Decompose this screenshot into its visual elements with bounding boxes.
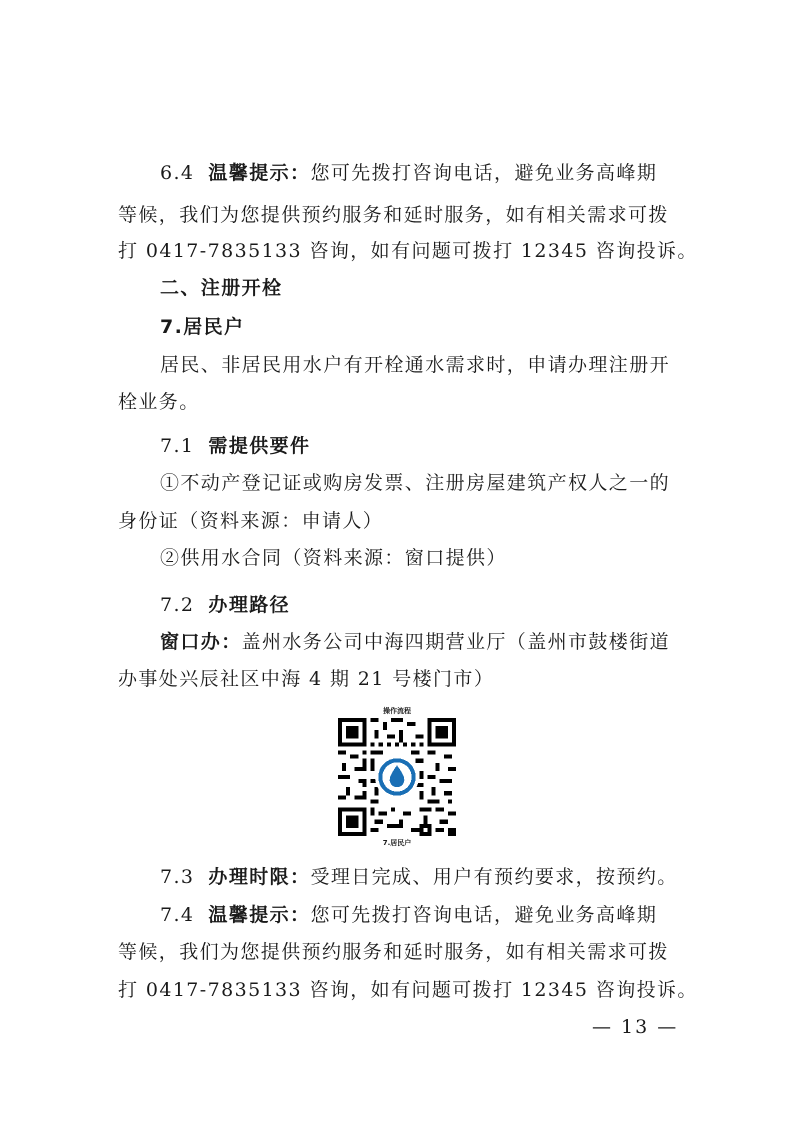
path-line-2: 办事处兴辰社区中海 4 期 21 号楼门市） (118, 668, 495, 690)
item-7-desc-line-2: 栓业务。 (118, 391, 200, 413)
time-limit-label: 办理时限： (208, 866, 311, 888)
tip-6-4-line-1 (160, 160, 720, 186)
page-number: — 13 — (592, 1016, 679, 1038)
qr-code-block (337, 706, 457, 848)
tip-label: 温馨提示： (208, 162, 311, 184)
tip-text: 您可先拨打咨询电话，避免业务高峰期 (310, 162, 658, 184)
requirement-1-line-2: 身份证（资料来源：申请人） (118, 510, 384, 532)
subsection-title: 办理路径 (208, 594, 291, 616)
time-limit-text: 受理日完成、用户有预约要求，按预约。 (310, 866, 678, 888)
tip-text: 您可先拨打咨询电话，避免业务高峰期 (310, 904, 658, 926)
requirement-1-line-1: ①不动产登记证或购房发票、注册房屋建筑产权人之一的 (160, 472, 671, 494)
qr-top-label: 操作流程 (383, 707, 411, 715)
tip-7-4-line-2: 等候，我们为您提供预约服务和延时服务，如有相关需求可拨 (118, 941, 669, 963)
section-number: 7.4 (160, 904, 195, 926)
section-number: 7.2 (160, 594, 195, 616)
path-line-1 (160, 629, 720, 655)
section-number: 7.3 (160, 866, 195, 888)
item-7-title: 7.居民户 (160, 316, 245, 338)
tip-label: 温馨提示： (208, 904, 311, 926)
path-text: 盖州水务公司中海四期营业厅（盖州市鼓楼街道 (241, 631, 671, 653)
tip-7-4-line-1 (160, 902, 720, 928)
subsection-title: 需提供要件 (208, 435, 311, 457)
subsection-7-2-heading (160, 592, 720, 618)
section-heading: 二、注册开栓 (160, 277, 283, 299)
requirement-2: ②供用水合同（资料来源：窗口提供） (160, 547, 507, 569)
path-label: 窗口办： (160, 631, 242, 653)
subsection-7-3 (160, 864, 720, 890)
tip-6-4-line-3: 打 0417-7835133 咨询，如有问题可拨打 12345 咨询投诉。 (118, 240, 698, 262)
subsection-7-1-heading (160, 433, 720, 459)
section-number: 6.4 (160, 162, 195, 184)
tip-6-4-line-2: 等候，我们为您提供预约服务和延时服务，如有相关需求可拨 (118, 204, 669, 226)
tip-7-4-line-3: 打 0417-7835133 咨询，如有问题可拨打 12345 咨询投诉。 (118, 979, 698, 1001)
qr-bottom-label: 7.居民户 (382, 839, 412, 847)
qr-code[interactable] (338, 718, 456, 836)
item-7-desc-line-1: 居民、非居民用水户有开栓通水需求时，申请办理注册开 (160, 354, 671, 376)
section-number: 7.1 (160, 435, 195, 457)
